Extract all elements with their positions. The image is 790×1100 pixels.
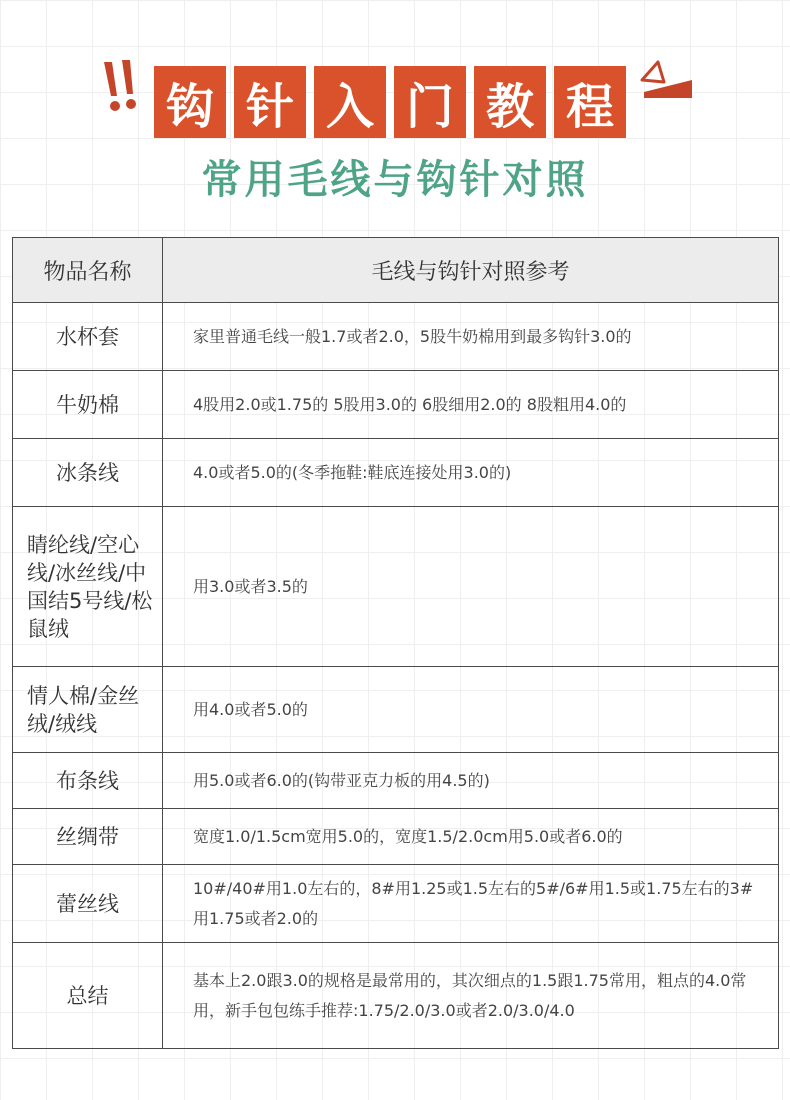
item-reference: 用3.0或者3.5的 — [163, 507, 779, 667]
column-header-item-name: 物品名称 — [13, 238, 163, 303]
item-name: 蕾丝线 — [13, 865, 163, 943]
item-reference: 宽度1.0/1.5cm宽用5.0的，宽度1.5/2.0cm用5.0或者6.0的 — [163, 809, 779, 865]
item-reference: 基本上2.0跟3.0的规格是最常用的，其次细点的1.5跟1.75常用，粗点的4.0常用，新手包包练手推荐:1.75/2.0/3.0或者2.0/3.0/4.0 — [163, 943, 779, 1049]
table-row — [13, 667, 779, 753]
table-row — [13, 371, 779, 439]
item-reference: 4.0或者5.0的(冬季拖鞋:鞋底连接处用3.0的) — [163, 439, 779, 507]
item-name: 情人棉/金丝绒/绒线 — [13, 667, 163, 753]
table-row — [13, 943, 779, 1049]
item-reference: 4股用2.0或1.75的 5股用3.0的 6股细用2.0的 8股粗用4.0的 — [163, 371, 779, 439]
title-char: 针 — [234, 66, 306, 138]
column-header-reference: 毛线与钩针对照参考 — [163, 238, 779, 303]
title-char: 教 — [474, 66, 546, 138]
item-name: 丝绸带 — [13, 809, 163, 865]
subtitle: 常用毛线与钩针对照 — [201, 157, 589, 203]
table-header-row — [13, 238, 779, 303]
table-row — [13, 753, 779, 809]
item-name: 总结 — [13, 943, 163, 1049]
table-row — [13, 865, 779, 943]
title-char: 钩 — [154, 66, 226, 138]
title-char: 入 — [314, 66, 386, 138]
table-row — [13, 507, 779, 667]
item-name: 牛奶棉 — [13, 371, 163, 439]
table-row — [13, 303, 779, 371]
title-char: 程 — [554, 66, 626, 138]
yarn-hook-table — [12, 237, 779, 1049]
item-reference: 家里普通毛线一般1.7或者2.0，5股牛奶棉用到最多钩针3.0的 — [163, 303, 779, 371]
item-name: 冰条线 — [13, 439, 163, 507]
item-name: 睛纶线/空心线/冰丝线/中国结5号线/松鼠绒 — [13, 507, 163, 667]
triangle-flag-icon — [636, 58, 696, 108]
item-reference: 用4.0或者5.0的 — [163, 667, 779, 753]
table-row — [13, 809, 779, 865]
item-reference: 用5.0或者6.0的(钩带亚克力板的用4.5的) — [163, 753, 779, 809]
title-char: 门 — [394, 66, 466, 138]
item-name: 水杯套 — [13, 303, 163, 371]
item-name: 布条线 — [13, 753, 163, 809]
item-reference: 10#/40#用1.0左右的，8#用1.25或1.5左右的5#/6#用1.5或1.75左右的3#用1.75或者2.0的 — [163, 865, 779, 943]
table-row — [13, 439, 779, 507]
